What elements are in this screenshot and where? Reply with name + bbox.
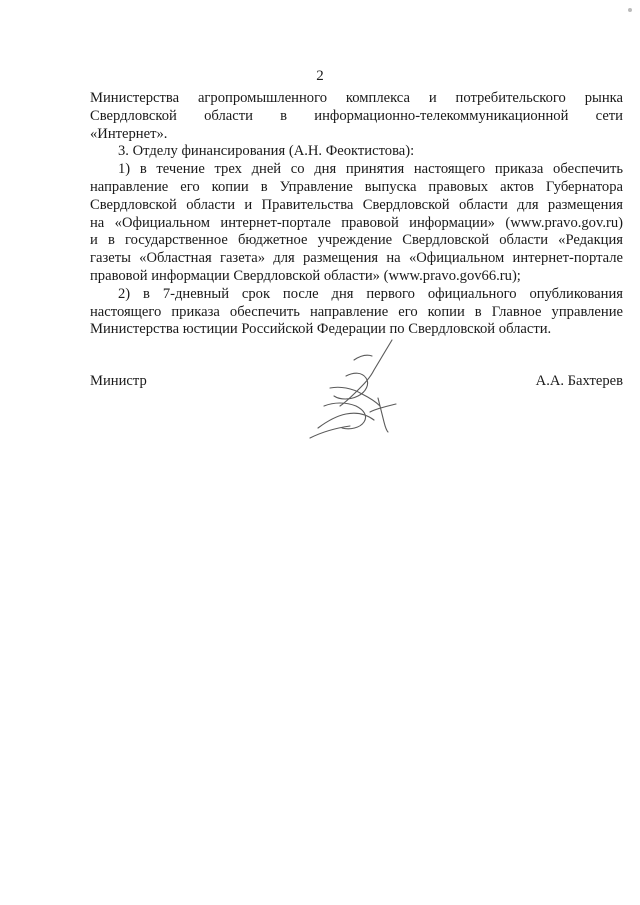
handwritten-signature [300, 336, 410, 446]
text-line: Свердловской области в информационно-телекоммуникационной сети [90, 107, 623, 124]
text-line: Свердловской области и Правительства Свердловской области для размещения [90, 196, 623, 213]
page-number: 2 [316, 68, 324, 84]
text-line: правовой информации Свердловской области» (www.pravo.gov66.ru); [90, 267, 521, 284]
scan-artifact [628, 8, 632, 12]
text-line: 2) в 7-дневный срок после дня первого официального опубликования [118, 285, 623, 302]
text-line: и в государственное бюджетное учреждение Свердловской области «Редакция [90, 232, 623, 249]
signatory-name: А.А. Бахтерев [535, 373, 623, 389]
text-line: газеты «Областная газета» для размещения на «Официальном интернет-портале [90, 250, 623, 267]
signatory-title: Министр [90, 373, 147, 389]
text-line: Министерства агропромышленного комплекса и потребительского рынка [90, 90, 623, 106]
text-line: «Интернет». [90, 125, 168, 142]
text-line: на «Официальном интернет-портале правовой информации» (www.pravo.gov.ru) [90, 214, 623, 231]
document-body [90, 90, 623, 339]
text-line: направление его копии в Управление выпуска правовых актов Губернатора [90, 178, 623, 195]
text-line: настоящего приказа обеспечить направление его копии в Главное управление [90, 303, 623, 320]
text-line: Министерства юстиции Российской Федерации по Свердловской области. [90, 321, 552, 338]
section-heading: 3. Отделу финансирования (А.Н. Феоктистова): [118, 143, 415, 160]
text-line: 1) в течение трех дней со дня принятия настоящего приказа обеспечить [118, 161, 623, 178]
